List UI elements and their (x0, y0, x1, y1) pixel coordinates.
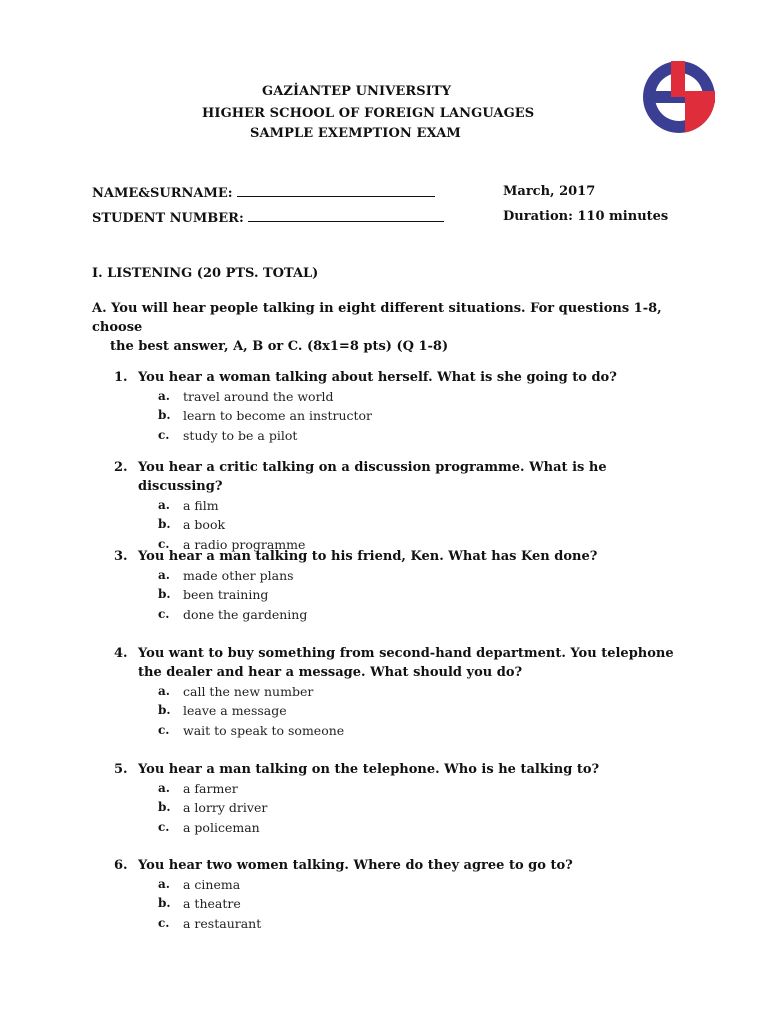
student-number-label: STUDENT NUMBER: (92, 211, 244, 226)
student-number-field[interactable] (92, 209, 444, 226)
option-text: a restaurant (183, 915, 262, 931)
question-number: 4. (114, 646, 128, 661)
option-letter: b. (158, 517, 171, 532)
question-number: 6. (114, 858, 128, 873)
question-1 (114, 368, 674, 445)
option-a[interactable] (114, 566, 674, 585)
option-letter: b. (158, 408, 171, 423)
option-letter: c. (158, 536, 170, 551)
question-text: You hear a critic talking on a discussion programme. What is he discussing? (138, 460, 607, 494)
option-letter: c. (158, 606, 170, 621)
question-number: 2. (114, 460, 128, 475)
option-text: a farmer (183, 781, 238, 796)
question-text: You want to buy something from second-hand department. You telephone the dealer and hear a message. What should you do? (138, 646, 674, 680)
gaziantep-university-logo-icon (640, 60, 718, 134)
option-a[interactable] (114, 387, 674, 406)
option-text: a book (183, 517, 226, 533)
name-surname-field[interactable] (92, 184, 435, 201)
exam-duration: Duration: 110 minutes (503, 209, 669, 224)
option-c[interactable] (114, 721, 674, 740)
option-letter: a. (158, 684, 170, 698)
option-text: a policeman (183, 819, 260, 835)
option-text: call the new number (183, 684, 314, 699)
option-text: a cinema (183, 877, 241, 892)
name-surname-label: NAME&SURNAME: (92, 186, 233, 201)
university-name: GAZİANTEP UNIVERSITY (262, 84, 452, 99)
question-4 (114, 644, 674, 740)
question-number: 1. (114, 370, 128, 385)
option-c[interactable] (114, 914, 674, 933)
option-letter: a. (158, 877, 170, 891)
exam-title: SAMPLE EXEMPTION EXAM (250, 126, 461, 141)
school-name: HIGHER SCHOOL OF FOREIGN LANGUAGES (202, 106, 535, 121)
option-text: travel around the world (183, 389, 334, 404)
option-text: a lorry driver (183, 800, 268, 816)
question-number: 3. (114, 549, 128, 564)
option-b[interactable] (114, 515, 674, 534)
question-text: You hear a man talking on the telephone. Who is he talking to? (138, 762, 600, 777)
option-letter: b. (158, 800, 171, 815)
question-text: You hear a man talking to his friend, Ken. What has Ken done? (138, 549, 598, 564)
instruction-line-2: the best answer, A, B or C. (8x1=8 pts) (Q 1-8) (110, 339, 449, 354)
option-text: been training (183, 587, 269, 603)
option-text: a radio programme (183, 536, 306, 552)
option-letter: b. (158, 587, 171, 602)
option-b[interactable] (114, 798, 674, 817)
option-c[interactable] (114, 426, 674, 445)
option-b[interactable] (114, 406, 674, 425)
option-letter: a. (158, 568, 170, 582)
question-number: 5. (114, 762, 128, 777)
section-instructions (92, 299, 672, 356)
question-6 (114, 856, 674, 933)
option-b[interactable] (114, 585, 674, 604)
option-text: done the gardening (183, 606, 308, 622)
option-text: leave a message (183, 703, 287, 719)
option-text: a film (183, 498, 219, 513)
option-letter: a. (158, 498, 170, 512)
student-number-blank[interactable] (248, 209, 444, 222)
option-b[interactable] (114, 701, 674, 720)
option-text: made other plans (183, 568, 294, 583)
option-letter: c. (158, 915, 170, 930)
exam-date: March, 2017 (503, 184, 596, 199)
option-letter: c. (158, 722, 170, 737)
option-text: study to be a pilot (183, 427, 298, 443)
question-text: You hear a woman talking about herself. What is she going to do? (138, 370, 617, 385)
option-letter: b. (158, 703, 171, 718)
name-surname-blank[interactable] (237, 184, 435, 197)
option-a[interactable] (114, 496, 674, 515)
question-text: You hear two women talking. Where do they agree to go to? (138, 858, 573, 873)
instruction-line-1: A. You will hear people talking in eight different situations. For questions 1-8, choose (92, 301, 662, 335)
option-text: a theatre (183, 896, 241, 912)
option-c[interactable] (114, 818, 674, 837)
section-title: I. LISTENING (20 PTS. TOTAL) (92, 266, 319, 281)
option-c[interactable] (114, 605, 674, 624)
option-letter: a. (158, 389, 170, 403)
option-a[interactable] (114, 875, 674, 894)
option-letter: b. (158, 896, 171, 911)
option-letter: c. (158, 819, 170, 834)
option-letter: c. (158, 427, 170, 442)
question-3 (114, 547, 674, 624)
option-text: wait to speak to someone (183, 722, 345, 738)
option-b[interactable] (114, 894, 674, 913)
question-2 (114, 458, 674, 554)
option-a[interactable] (114, 682, 674, 701)
question-5 (114, 760, 674, 837)
option-letter: a. (158, 781, 170, 795)
option-text: learn to become an instructor (183, 408, 373, 424)
option-a[interactable] (114, 779, 674, 798)
